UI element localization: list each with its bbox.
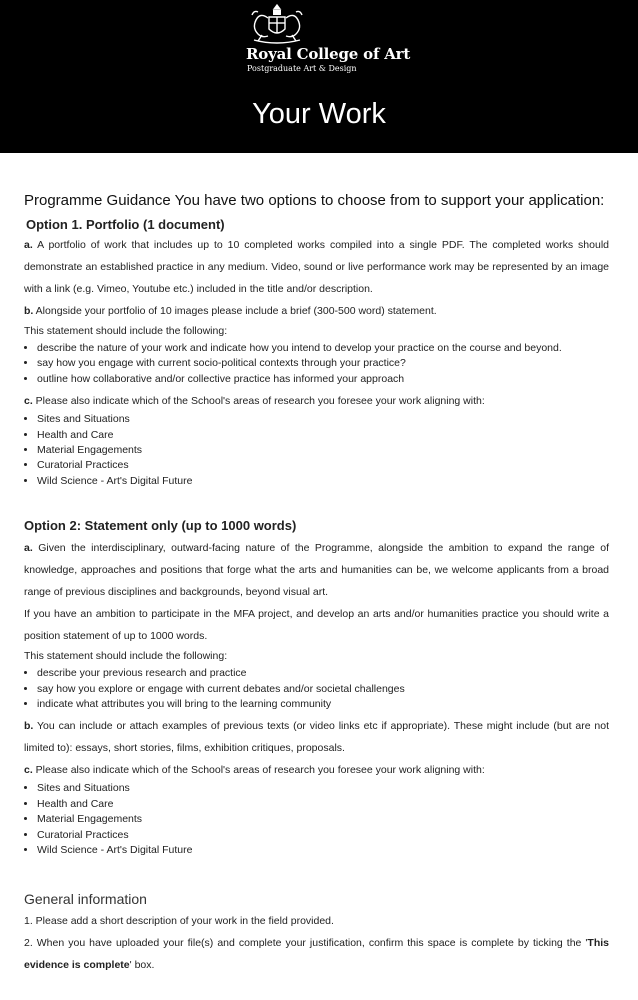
option2-b-paragraph (24, 715, 609, 759)
list-item: • Material Engagements (37, 812, 609, 827)
option2-c-paragraph (24, 759, 609, 781)
option2-a-label: a. (24, 542, 33, 555)
option2-c-label: c. (24, 764, 33, 777)
option1-b-text: Alongside your portfolio of 10 images please include a brief (300-500 word) statement. (33, 305, 437, 317)
option1-c-paragraph (24, 390, 609, 412)
option2-statement-list (24, 666, 609, 712)
royal-crest-icon (244, 2, 310, 46)
option2-a-paragraph (24, 537, 609, 603)
evidence-complete-label: This evidence is complete (24, 936, 609, 971)
list-item: • Sites and Situations (37, 412, 609, 427)
option2-mfa-paragraph: If you have an ambition to participate in the MFA project, and develop an arts and/or humanities practice you should write a position statement of up to 1000 words. (24, 608, 609, 643)
option1-statement-list (24, 341, 609, 387)
list-item: • Material Engagements (37, 443, 609, 458)
list-item: • Curatorial Practices (37, 458, 609, 473)
list-item: • outline how collaborative and/or collective practice has informed your approach (37, 372, 609, 387)
list-item: • Health and Care (37, 797, 609, 812)
option1-a-paragraph (24, 234, 609, 300)
option1-c-text: Please also indicate which of the School's areas of research you foresee your work aligning with: (32, 395, 485, 408)
general-information-heading: General information (24, 890, 147, 907)
list-item: • describe the nature of your work and indicate how you intend to develop your practice on the course and beyond. (37, 341, 609, 356)
option2-areas-list (24, 781, 609, 858)
list-item: • Wild Science - Art's Digital Future (37, 843, 609, 858)
option1-c-label: c. (24, 395, 33, 408)
option1-b-label: b. (24, 305, 34, 317)
list-item: • say how you explore or engage with current debates and/or societal challenges (37, 682, 609, 697)
option1-statement-intro: This statement should include the following: (24, 325, 228, 337)
list-item: • say how you engage with current socio-political contexts through your practice? (37, 356, 609, 371)
general-item-1: 1. Please add a short description of your work in the field provided. (24, 914, 334, 927)
option2-b-text: You can include or attach examples of previous texts (or video links etc if appropriate). These might include (but are not limited to): essays, short stories, films, exhibition critiques, proposals. (24, 720, 609, 755)
option2-a-text: Given the interdisciplinary, outward-facing nature of the Programme, alongside the ambition to expand the range of knowledge, approaches and positions that forge what the arts and humanities can be, we welcome applicants from a broad range of previous disciplines and backgrounds, beyond visual art. (24, 542, 609, 599)
option2-b-label: b. (24, 720, 34, 733)
list-item: • Wild Science - Art's Digital Future (37, 474, 609, 489)
option1-a-label: a. (24, 239, 33, 251)
option2-c-text: Please also indicate which of the School's areas of research you foresee your work aligning with: (32, 764, 485, 777)
logo-subtitle: Postgraduate Art & Design (247, 64, 357, 73)
list-item: • indicate what attributes you will bring to the learning community (37, 697, 609, 712)
page-header (0, 0, 638, 153)
logo-wordmark: Royal College of Art (246, 45, 411, 63)
list-item: • Health and Care (37, 428, 609, 443)
option2-statement-intro: This statement should include the following: (24, 650, 228, 663)
general-item-2-text: 2. When you have uploaded your file(s) and complete your justification, confirm this space is complete by ticking the ' (24, 936, 588, 949)
option1-a-text: A portfolio of work that includes up to 10 completed works compiled into a single PDF. The completed works should demonstrate an established practice in any medium. Video, sound or live performance work may be represented by an image with a link (e.g. Vimeo, Youtube etc.) included in the title and/or description. (24, 239, 609, 295)
general-item-2 (24, 932, 609, 976)
page-title: Your Work (252, 98, 386, 130)
list-item: • Curatorial Practices (37, 828, 609, 843)
option1-heading: Option 1. Portfolio (1 document) (26, 217, 225, 232)
option2-heading: Option 2: Statement only (up to 1000 words) (24, 518, 297, 534)
option1-b-paragraph (24, 300, 609, 322)
general-item-2-end: ' box. (129, 958, 155, 971)
list-item: • Sites and Situations (37, 781, 609, 796)
programme-guidance-heading: Programme Guidance You have two options to choose from to support your application: (24, 192, 605, 209)
list-item: • describe your previous research and practice (37, 666, 609, 681)
option1-areas-list (24, 412, 609, 489)
main-content (24, 153, 609, 976)
